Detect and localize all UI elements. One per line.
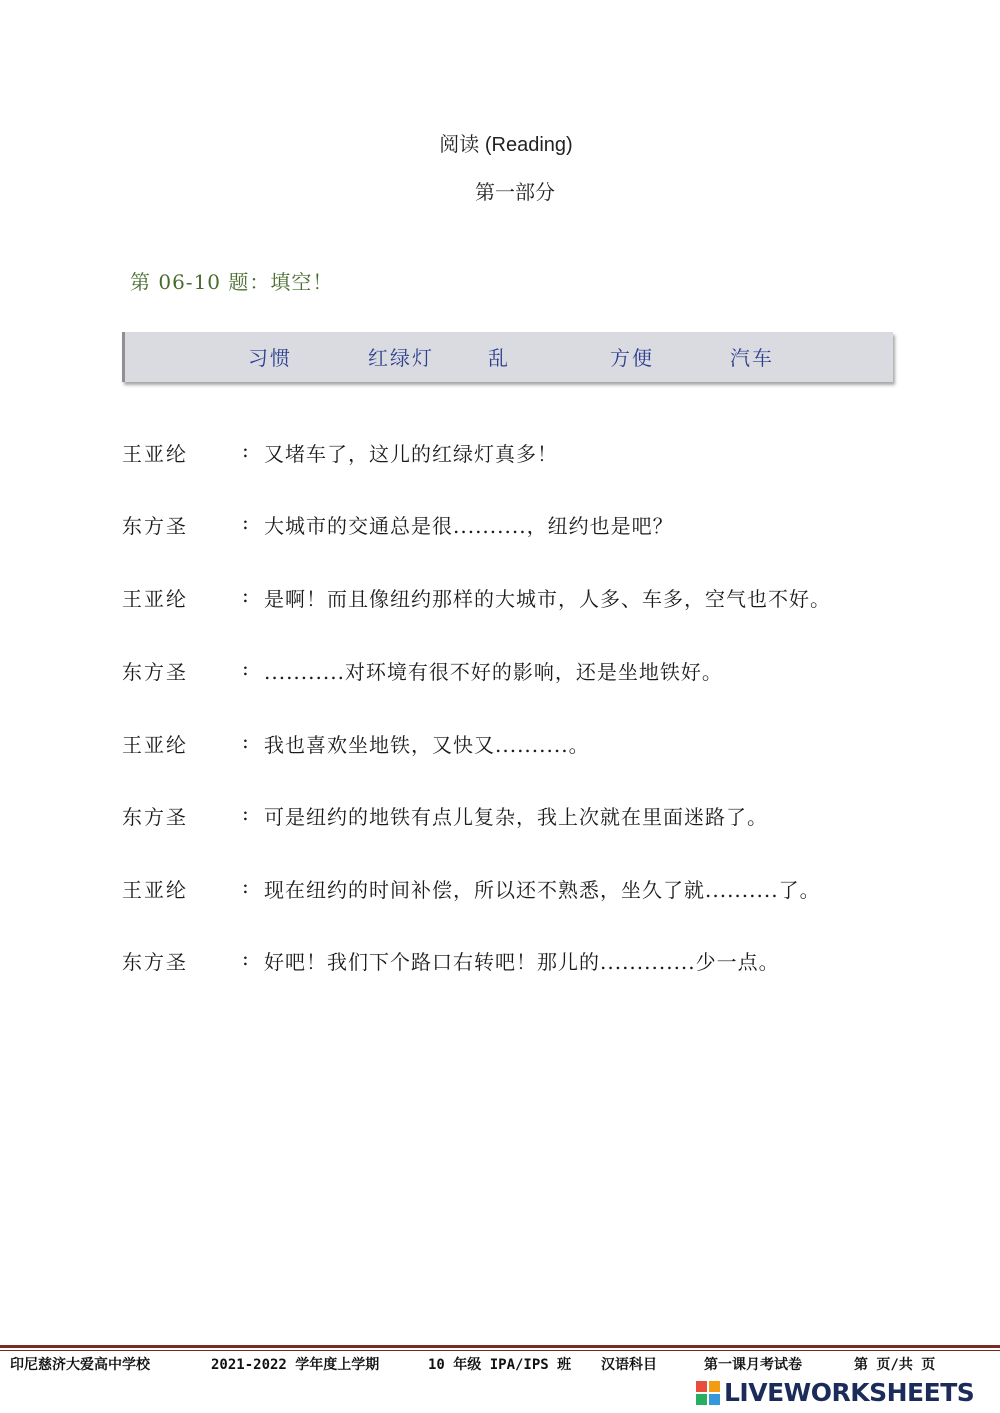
footer-page: 第 页/共 页 xyxy=(854,1357,936,1373)
word-bank xyxy=(122,332,893,382)
speaker-colon: : xyxy=(242,510,249,534)
word-bank-item: 方便 xyxy=(610,346,654,370)
footer-subject: 汉语科目 xyxy=(601,1357,657,1373)
dialogue-line xyxy=(122,946,922,976)
speaker-colon: : xyxy=(242,583,249,607)
speaker-colon: : xyxy=(242,874,249,898)
speaker-name: 王亚纶 xyxy=(122,442,188,466)
speaker-name: 东方圣 xyxy=(122,514,188,538)
word-bank-item: 乱 xyxy=(488,346,510,370)
liveworksheets-brand xyxy=(696,1378,996,1408)
dialogue-line xyxy=(122,729,922,759)
liveworksheets-wordmark: LIVEWORKSHEETS xyxy=(724,1378,975,1407)
word-bank-item: 汽车 xyxy=(730,346,774,370)
speaker-name: 东方圣 xyxy=(122,805,188,829)
dialogue-text: 大城市的交通总是很..........，纽约也是吧？ xyxy=(264,514,674,538)
dialogue-text: 现在纽约的时间补偿，所以还不熟悉，坐久了就..........了。 xyxy=(264,878,821,902)
dialogue-line xyxy=(122,874,922,904)
dialogue-line xyxy=(122,801,922,831)
dialogue-line xyxy=(122,438,922,468)
speaker-name: 王亚纶 xyxy=(122,733,188,757)
dialogue-text: 可是纽约的地铁有点儿复杂，我上次就在里面迷路了。 xyxy=(264,805,768,829)
word-bank-item: 习惯 xyxy=(248,346,292,370)
speaker-name: 东方圣 xyxy=(122,950,188,974)
dialogue-text: 好吧！我们下个路口右转吧！那儿的.............少一点。 xyxy=(264,950,780,974)
dialogue-line xyxy=(122,656,922,686)
footer-rule xyxy=(0,1345,1000,1348)
speaker-colon: : xyxy=(242,729,249,753)
section-subtitle: 第一部分 xyxy=(475,180,555,204)
dialogue-line xyxy=(122,583,922,613)
footer-exam: 第一课月考试卷 xyxy=(704,1357,802,1373)
speaker-name: 王亚纶 xyxy=(122,878,188,902)
footer-grade: 10 年级 IPA/IPS 班 xyxy=(428,1357,572,1373)
footer-year: 2021-2022 学年度上学期 xyxy=(211,1357,380,1373)
dialogue-text: ...........对环境有很不好的影响，还是坐地铁好。 xyxy=(264,660,723,684)
page-footer xyxy=(10,1354,990,1376)
word-bank-item: 红绿灯 xyxy=(368,346,434,370)
dialogue-text: 是啊！而且像纽约那样的大城市，人多、车多，空气也不好。 xyxy=(264,587,831,611)
dialogue-text: 又堵车了，这儿的红绿灯真多！ xyxy=(264,442,558,466)
dialogue-line xyxy=(122,510,922,540)
speaker-colon: : xyxy=(242,438,249,462)
footer-school: 印尼慈济大爱高中学校 xyxy=(10,1357,150,1373)
liveworksheets-logo-icon xyxy=(696,1381,720,1405)
speaker-colon: : xyxy=(242,946,249,970)
speaker-colon: : xyxy=(242,656,249,680)
speaker-name: 王亚纶 xyxy=(122,587,188,611)
dialogue-text: 我也喜欢坐地铁，又快又..........。 xyxy=(264,733,590,757)
instruction-text: 第 06-10 题：填空！ xyxy=(130,270,334,294)
speaker-colon: : xyxy=(242,801,249,825)
page-title: 阅读 (Reading) xyxy=(439,134,573,156)
footer-rule xyxy=(0,1350,1000,1351)
speaker-name: 东方圣 xyxy=(122,660,188,684)
